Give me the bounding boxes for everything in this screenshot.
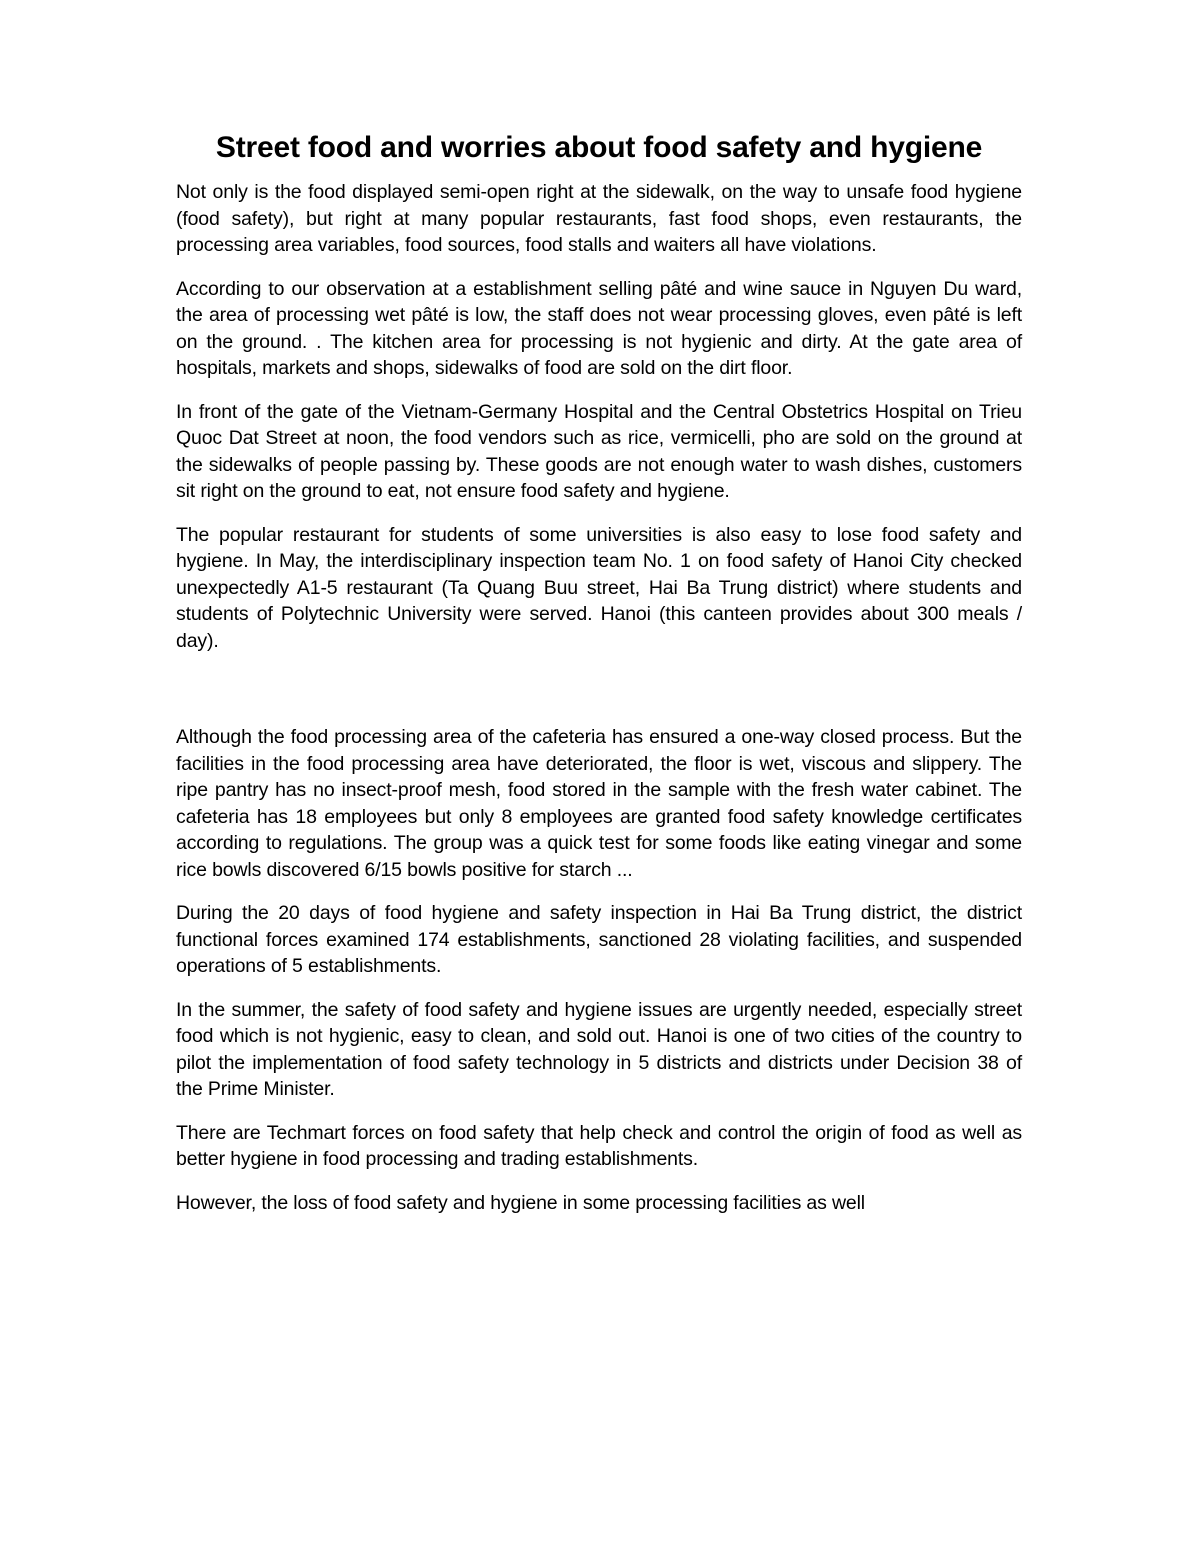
paragraph-5: Although the food processing area of the cafeteria has ensured a one-way closed process. But the facilities in the food processing area have deteriorated, the floor is wet, viscous and slippery. The ripe pantry has no insect-proof mesh, food stored in the sample with the fresh water cabinet. The cafeteria has 18 employees but only 8 employees are granted food safety knowledge certificates according to regulations. The group was a quick test for some foods like eating vinegar and some rice bowls discovered 6/15 bowls positive for starch ... [176,726,1022,881]
paragraph-6: During the 20 days of food hygiene and safety inspection in Hai Ba Trung district, the district functional forces examined 174 establishments, sanctioned 28 violating facilities, and suspended operations of 5 establishments. [176,902,1022,977]
blank-line [176,671,1022,724]
paragraph-2: According to our observation at a establishment selling pâté and wine sauce in Nguyen Du ward, the area of processing wet pâté is low, the staff does not wear processing gloves, even pâté is left on the ground. . The kitchen area for processing is not hygienic and dirty. At the gate area of hospitals, markets and shops, sidewalks of food are sold on the dirt floor. [176,277,1022,379]
document-title: Street food and worries about food safety and hygiene [215,131,983,164]
paragraph-3: In front of the gate of the Vietnam-Germany Hospital and the Central Obstetrics Hospital on Trieu Quoc Dat Street at noon, the food vendors such as rice, vermicelli, pho are sold on the ground at the sidewalks of people passing by. These goods are not enough water to wash dishes, customers sit right on the ground to eat, not ensure food safety and hygiene. [176,400,1022,502]
paragraph-4: The popular restaurant for students of some universities is also easy to lose food safety and hygiene. In May, the interdisciplinary inspection team No. 1 on food safety of Hanoi City checked unexpectedly A1-5 restaurant (Ta Quang Buu street, Hai Ba Trung district) where students and students of Polytechnic University were served. Hanoi (this canteen provides about 300 meals / day). [176,523,1022,652]
paragraph-1: Not only is the food displayed semi-open right at the sidewalk, on the way to unsafe food hygiene (food safety), but right at many popular restaurants, fast food shops, even restaurants, the processing area variables, food sources, food stalls and waiters all have violations. [176,181,1022,256]
document-body [176,133,1022,1233]
paragraph-7: In the summer, the safety of food safety and hygiene issues are urgently needed, especially street food which is not hygienic, easy to clean, and sold out. Hanoi is one of two cities of the country to pilot the implementation of food safety technology in 5 districts and districts under Decision 38 of the Prime Minister. [176,998,1022,1100]
paragraph-9: However, the loss of food safety and hygiene in some processing facilities as well [176,1191,865,1214]
paragraph-8: There are Techmart forces on food safety that help check and control the origin of food as well as better hygiene in food processing and trading establishments. [176,1121,1022,1170]
